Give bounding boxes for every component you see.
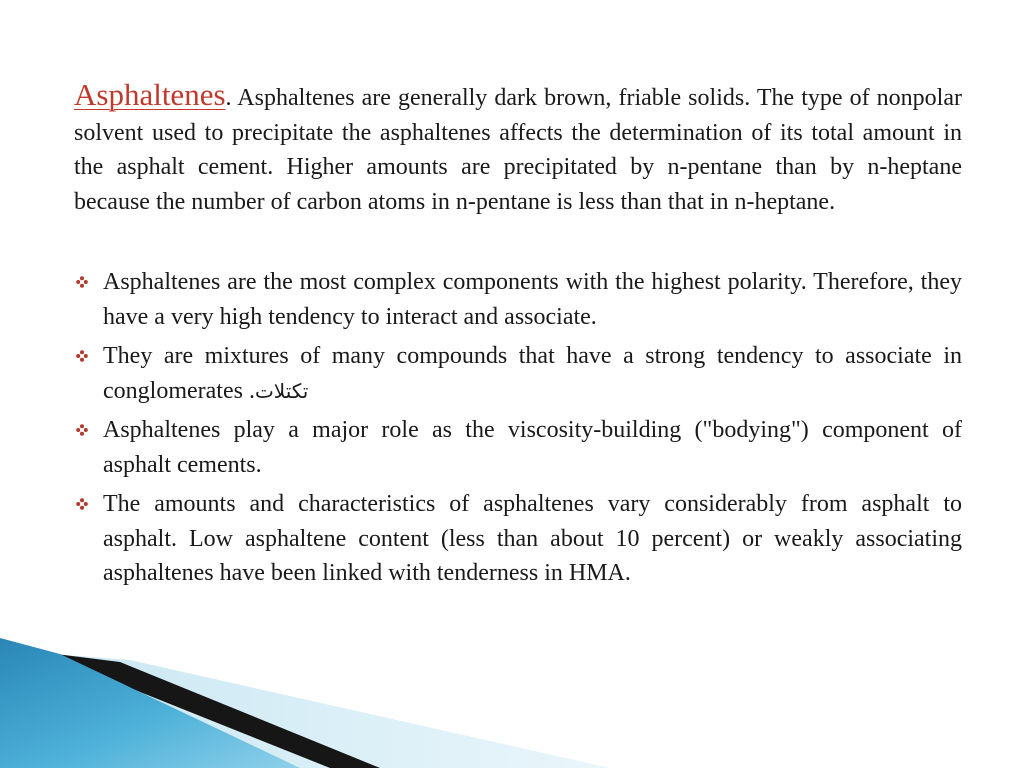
bullet-text: Asphaltenes play a major role as the viscosity-building ("bodying") component of asphalt cements. (103, 417, 962, 478)
arabic-term: تكتلات (254, 378, 309, 403)
slide-content (74, 78, 962, 596)
bullet-text: The amounts and characteristics of asphaltenes vary considerably from asphalt to asphalt. Low asphaltene content (less than about 10 percent) or weakly associating asphaltenes have been linked with tenderness in HMA. (103, 491, 962, 586)
bullet-item (74, 265, 962, 334)
diamond-bullet-icon (74, 265, 90, 300)
bullet-text: Asphaltenes are the most complex components with the highest polarity. Therefore, they have a very high tendency to interact and associate. (103, 269, 962, 330)
bullet-item (74, 487, 962, 591)
intro-text: . Asphaltenes are generally dark brown, friable solids. The type of nonpolar solvent used to precipitate the asphaltenes affects the determination of its total amount in the asphalt cement. Higher amounts are precipitated by n-pentane than by n-heptane because the number of carbon atoms in n-pentane is less than that in n-heptane. (74, 85, 962, 215)
intro-paragraph (74, 78, 962, 219)
bullet-list (74, 265, 962, 591)
bullet-item (74, 339, 962, 408)
bullet-text: They are mixtures of many compounds that have a strong tendency to associate in conglomerates . (103, 343, 962, 404)
intro-term: Asphaltenes (74, 77, 226, 112)
corner-decoration (0, 638, 1024, 768)
diamond-bullet-icon (74, 413, 90, 448)
diamond-bullet-icon (74, 339, 90, 374)
diamond-bullet-icon (74, 487, 90, 522)
bullet-item (74, 413, 962, 482)
